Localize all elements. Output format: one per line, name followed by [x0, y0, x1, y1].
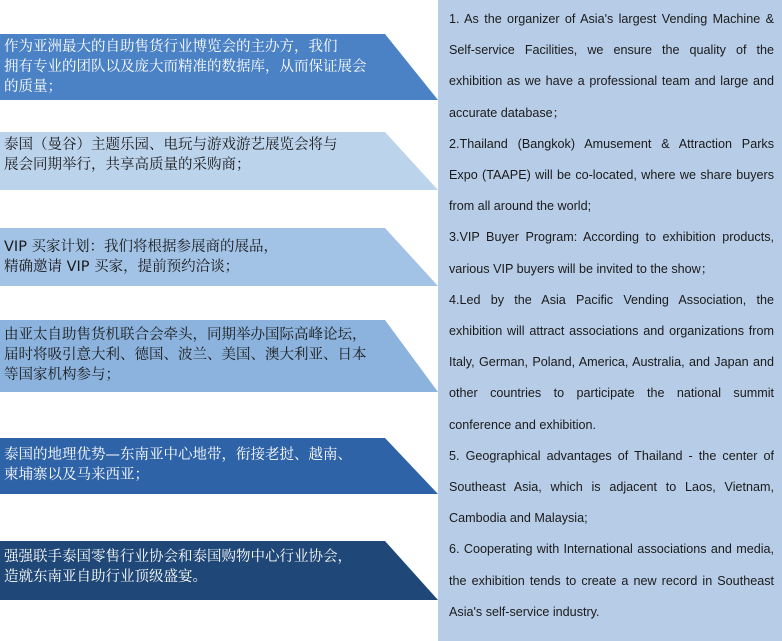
feature-band-1	[0, 34, 438, 100]
feature-text-cn-2: 泰国（曼谷）主题乐园、电玩与游戏游艺展览会将与 展会同期举行，共享高质量的采购商；	[4, 137, 338, 173]
feature-text-en-5: 5. Geographical advantages of Thailand - the center of Southeast Asia, which is adjacent to Laos, Vietnam, Cambodia and Malaysia;	[449, 448, 774, 526]
feature-band-4	[0, 320, 438, 392]
feature-text-en-6: 6. Cooperating with International associations and media, the exhibition tends to create a new record in Southeast Asia's self-service industry.	[449, 542, 774, 619]
feature-text-en-2: 2.Thailand (Bangkok) Amusement & Attraction Parks Expo (TAAPE) will be co-located, where we share buyers from all around the world;	[449, 136, 774, 214]
feature-text-cn-6: 强强联手泰国零售行业协会和泰国购物中心行业协会， 造就东南亚自助行业顶级盛宴。	[4, 549, 352, 585]
feature-band-6	[0, 541, 438, 600]
feature-text-cn-5: 泰国的地理优势—东南亚中心地带，衔接老挝、越南、 柬埔寨以及马来西亚；	[4, 447, 352, 483]
feature-text-en-3: 3.VIP Buyer Program: According to exhibition products, various VIP buyers will be invited to the show；	[449, 230, 774, 276]
feature-text-en-1: 1. As the organizer of Asia's largest Vending Machine & Self-service Facilities, we ensure the quality of the exhibition as we have a professional team and large and accurate database；	[449, 12, 774, 120]
feature-text-cn-1: 作为亚洲最大的自助售货行业博览会的主办方，我们 拥有专业的团队以及庞大而精准的数据库，从而保证展会 的质量；	[4, 39, 367, 95]
feature-band-5	[0, 438, 438, 494]
english-text-column	[449, 4, 774, 628]
feature-text-cn-4: 由亚太自助售货机联合会牵头，同期举办国际高峰论坛， 届时将吸引意大利、德国、波兰、美国、澳大利亚、日本 等国家机构参与；	[4, 327, 367, 383]
feature-band-3	[0, 228, 438, 286]
feature-text-cn-3: VIP 买家计划：我们将根据参展商的展品， 精确邀请 VIP 买家，提前预约洽谈；	[4, 239, 279, 275]
feature-band-2	[0, 132, 438, 190]
feature-text-en-4: 4.Led by the Asia Pacific Vending Association, the exhibition will attract associations and organizations from Italy, German, Poland, America, Australia, and Japan and other countries to participate the national summit conference and exhibition.	[449, 292, 774, 432]
